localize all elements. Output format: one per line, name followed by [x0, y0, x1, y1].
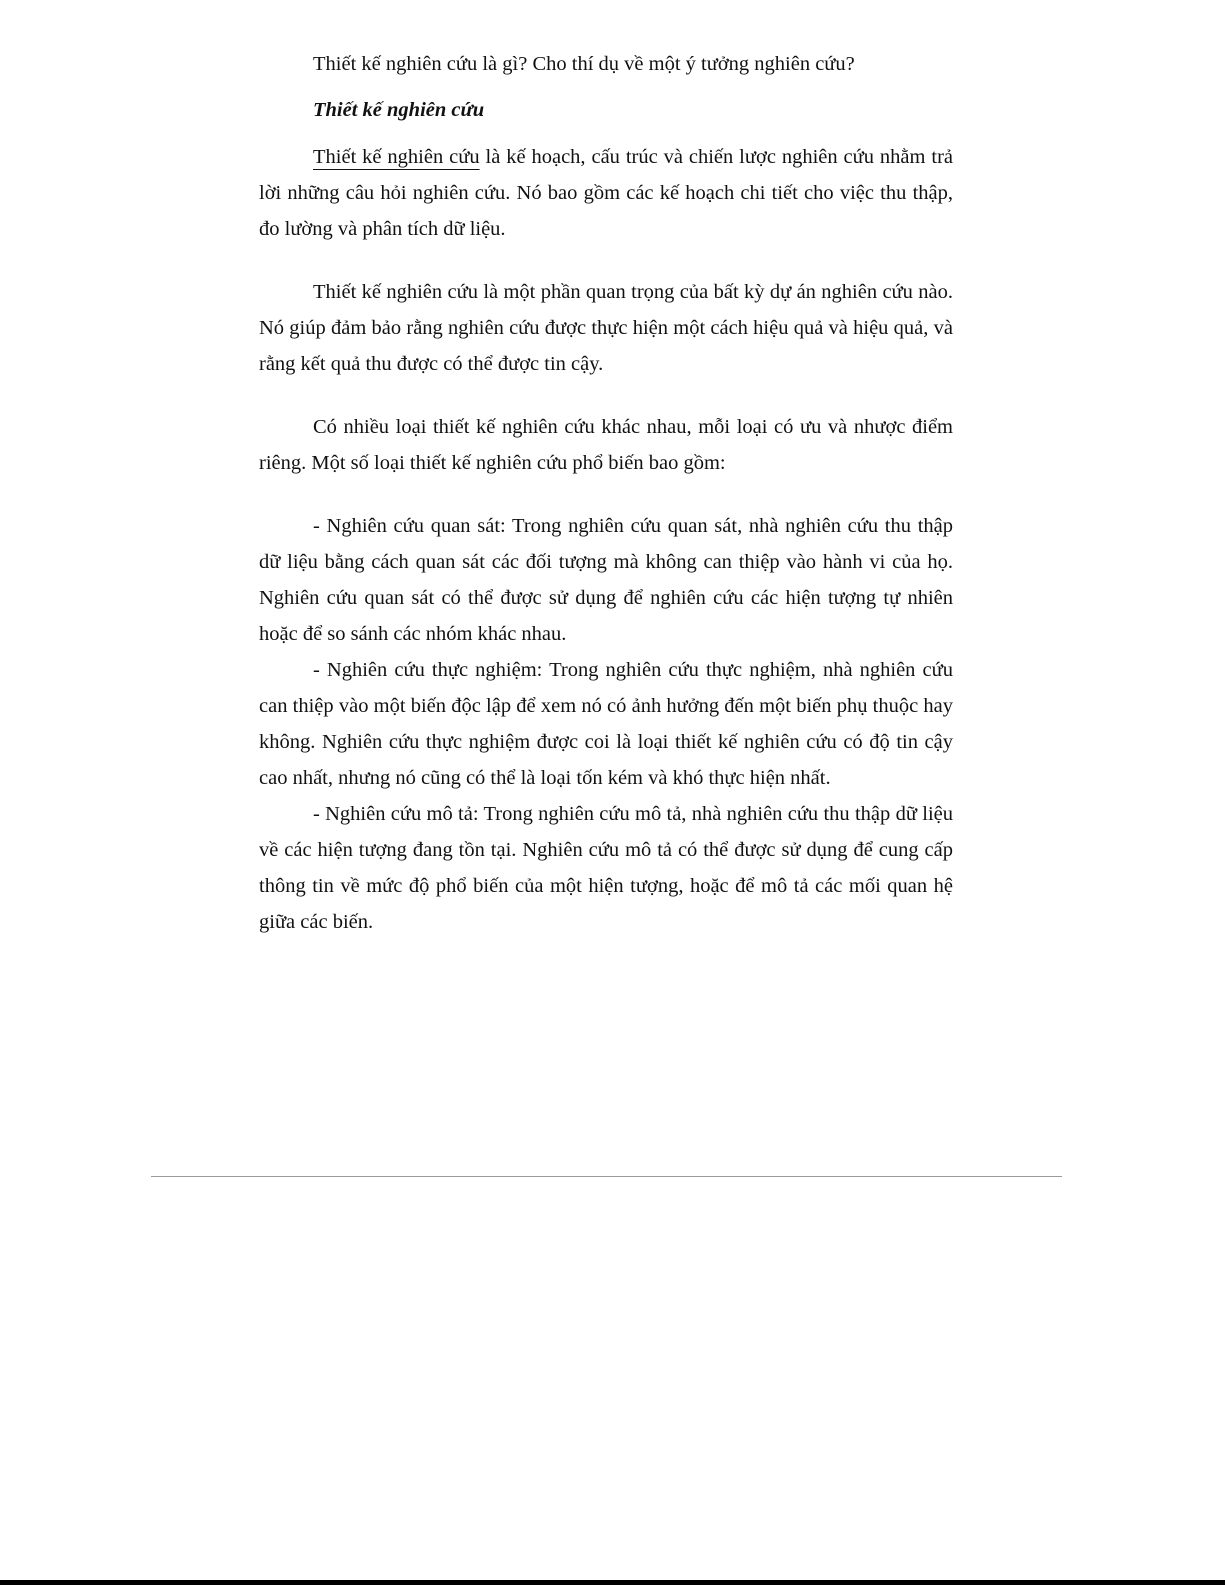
list-item-experimental: - Nghiên cứu thực nghiệm: Trong nghiên cứu thực nghiệm, nhà nghiên cứu can thiệp vào một biến độc lập để xem nó có ảnh hưởng đến một biến phụ thuộc hay không. Nghiên cứu thực nghiệm được coi là loại thiết kế nghiên cứu có độ tin cậy cao nhất, nhưng nó cũng có thể là loại tốn kém và khó thực hiện nhất.: [259, 659, 953, 789]
document-body: [259, 46, 953, 940]
page-divider-line: [151, 1176, 1062, 1177]
question-text: Thiết kế nghiên cứu là gì? Cho thí dụ về một ý tưởng nghiên cứu?: [313, 53, 855, 75]
paragraph-types-intro: Có nhiều loại thiết kế nghiên cứu khác nhau, mỗi loại có ưu và nhược điểm riêng. Một số loại thiết kế nghiên cứu phổ biến bao gồm:: [259, 416, 953, 474]
definition-text: là kế hoạch, cấu trúc và chiến lược nghiên cứu nhằm trả lời những câu hỏi nghiên cứu. Nó bao gồm các kế hoạch chi tiết cho việc thu thập, đo lường và phân tích dữ liệu.: [259, 146, 953, 240]
section-heading: Thiết kế nghiên cứu: [313, 99, 485, 121]
list-item-descriptive: - Nghiên cứu mô tả: Trong nghiên cứu mô tả, nhà nghiên cứu thu thập dữ liệu về các hiện tượng đang tồn tại. Nghiên cứu mô tả có thể được sử dụng để cung cấp thông tin về mức độ phổ biến của một hiện tượng, hoặc để mô tả các mối quan hệ giữa các biến.: [259, 803, 953, 933]
page-bottom-border: [0, 1580, 1225, 1585]
paragraph-importance: Thiết kế nghiên cứu là một phần quan trọng của bất kỳ dự án nghiên cứu nào. Nó giúp đảm bảo rằng nghiên cứu được thực hiện một cách hiệu quả và hiệu quả, và rằng kết quả thu được có thể được tin cậy.: [259, 281, 953, 375]
list-item-observational: - Nghiên cứu quan sát: Trong nghiên cứu quan sát, nhà nghiên cứu thu thập dữ liệu bằng cách quan sát các đối tượng mà không can thiệp vào hành vi của họ. Nghiên cứu quan sát có thể được sử dụng để nghiên cứu các hiện tượng tự nhiên hoặc để so sánh các nhóm khác nhau.: [259, 515, 953, 645]
underlined-term: Thiết kế nghiên cứu: [313, 146, 480, 168]
paragraph-definition: [259, 139, 953, 247]
